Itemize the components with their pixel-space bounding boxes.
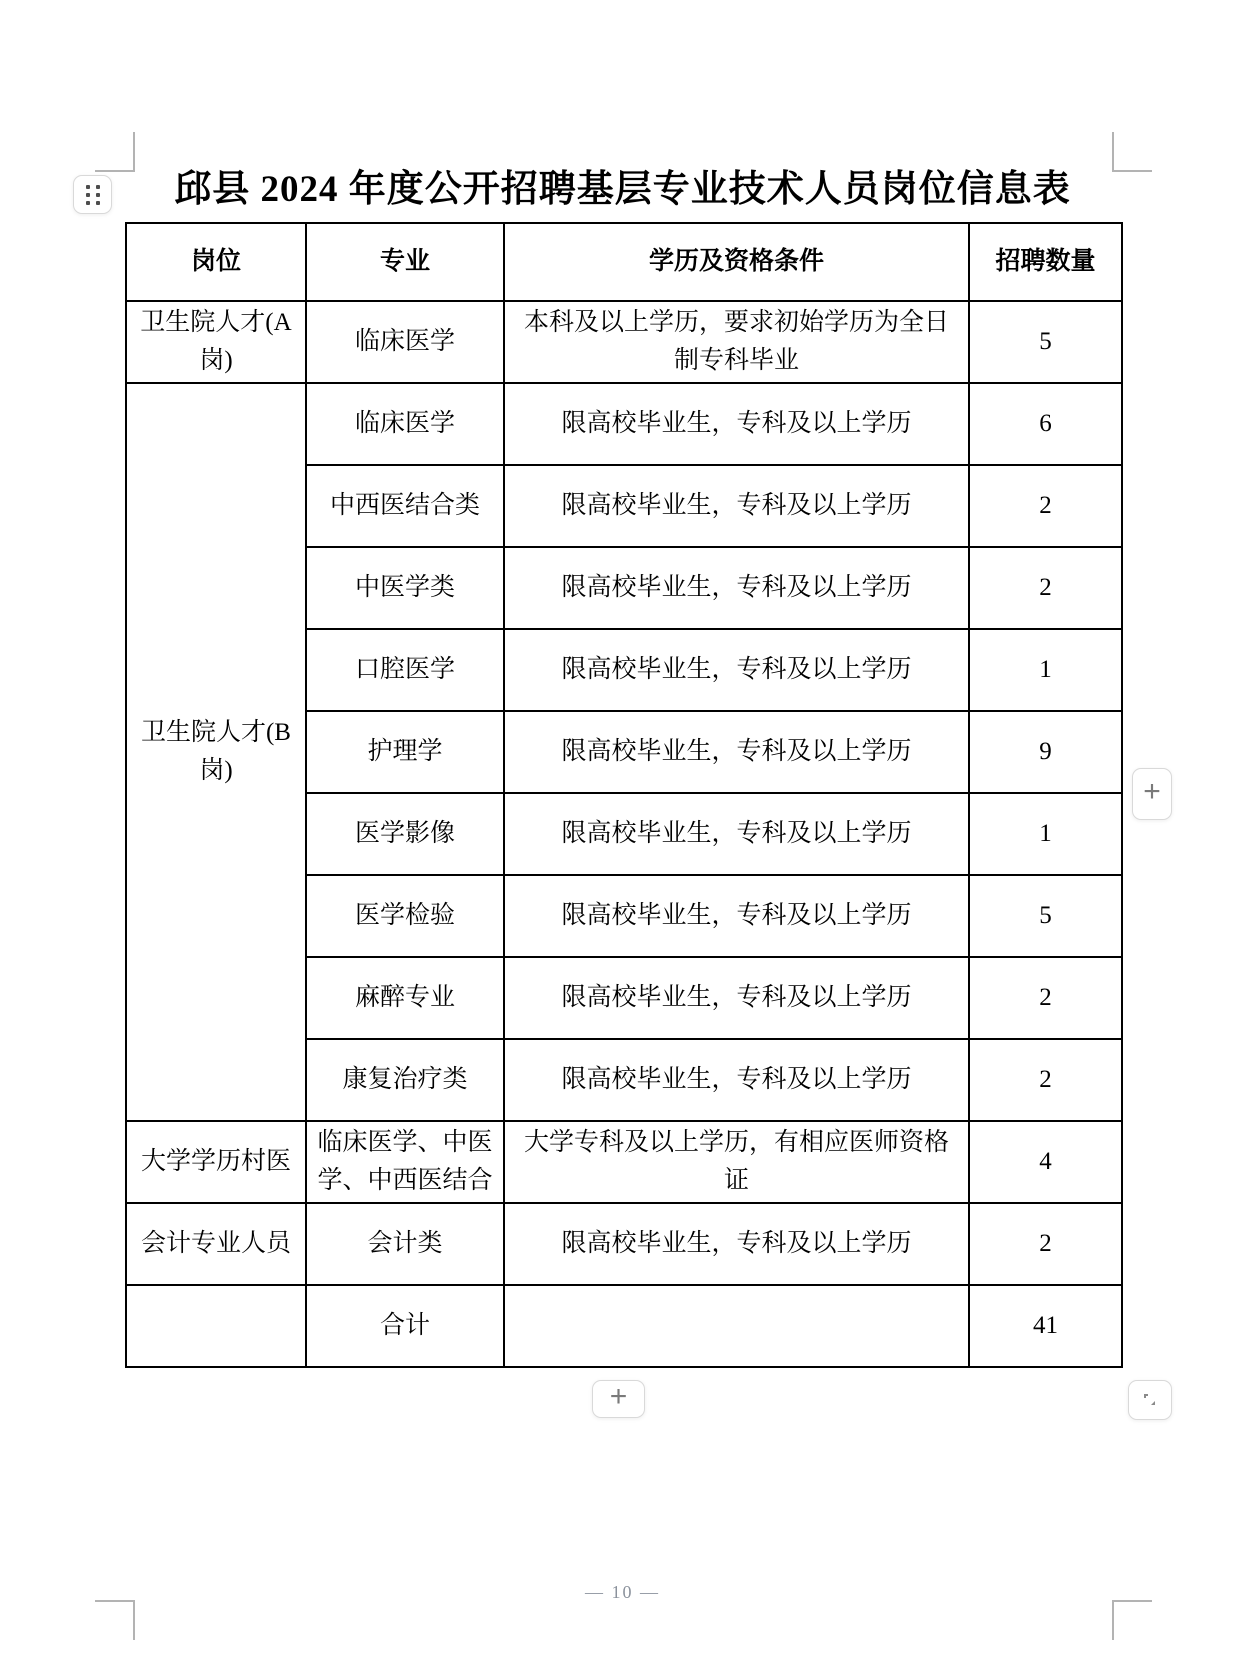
cell-requirement[interactable]: 限高校毕业生，专科及以上学历 <box>504 793 969 875</box>
table-row <box>126 1121 1122 1203</box>
cell-count[interactable]: 4 <box>969 1121 1122 1203</box>
cell-major[interactable]: 康复治疗类 <box>306 1039 504 1121</box>
cell-count[interactable]: 1 <box>969 629 1122 711</box>
cell-major[interactable]: 口腔医学 <box>306 629 504 711</box>
cell-major[interactable]: 医学检验 <box>306 875 504 957</box>
plus-icon: + <box>609 1380 628 1413</box>
recruitment-table <box>125 222 1123 1368</box>
cell-count[interactable]: 6 <box>969 383 1122 465</box>
table-row <box>126 383 1122 465</box>
cell-requirement[interactable] <box>504 1285 969 1367</box>
cell-major[interactable]: 麻醉专业 <box>306 957 504 1039</box>
cell-count[interactable]: 5 <box>969 301 1122 383</box>
cell-count[interactable]: 2 <box>969 957 1122 1039</box>
cell-requirement[interactable]: 限高校毕业生，专科及以上学历 <box>504 711 969 793</box>
header-cell-requirement[interactable]: 学历及资格条件 <box>504 223 969 301</box>
cell-requirement[interactable]: 限高校毕业生，专科及以上学历 <box>504 547 969 629</box>
cell-requirement[interactable]: 限高校毕业生，专科及以上学历 <box>504 1039 969 1121</box>
add-row-button[interactable] <box>592 1380 645 1418</box>
cell-position[interactable]: 卫生院人才(B岗) <box>126 383 306 1121</box>
cell-count[interactable]: 5 <box>969 875 1122 957</box>
cell-count[interactable]: 2 <box>969 1203 1122 1285</box>
cell-major[interactable]: 临床医学、中医学、中西医结合 <box>306 1121 504 1203</box>
page-number: — 10 — <box>585 1582 660 1602</box>
header-row <box>126 223 1122 301</box>
cell-requirement[interactable]: 限高校毕业生，专科及以上学历 <box>504 875 969 957</box>
cell-count[interactable]: 41 <box>969 1285 1122 1367</box>
cell-requirement[interactable]: 本科及以上学历，要求初始学历为全日制专科毕业 <box>504 301 969 383</box>
cell-requirement[interactable]: 大学专科及以上学历，有相应医师资格证 <box>504 1121 969 1203</box>
table-row <box>126 1203 1122 1285</box>
cell-position[interactable] <box>126 1285 306 1367</box>
cell-requirement[interactable]: 限高校毕业生，专科及以上学历 <box>504 629 969 711</box>
header-cell-count[interactable]: 招聘数量 <box>969 223 1122 301</box>
cell-position[interactable]: 卫生院人才(A岗) <box>126 301 306 383</box>
header-cell-position[interactable]: 岗位 <box>126 223 306 301</box>
cell-count[interactable]: 2 <box>969 547 1122 629</box>
add-column-button[interactable] <box>1132 768 1172 820</box>
plus-icon: + <box>1143 775 1161 808</box>
cell-position[interactable]: 会计专业人员 <box>126 1203 306 1285</box>
expand-corners-icon <box>1139 1389 1161 1411</box>
cell-requirement[interactable]: 限高校毕业生，专科及以上学历 <box>504 383 969 465</box>
cell-major[interactable]: 中医学类 <box>306 547 504 629</box>
table-row <box>126 301 1122 383</box>
cell-requirement[interactable]: 限高校毕业生，专科及以上学历 <box>504 465 969 547</box>
cell-major[interactable]: 临床医学 <box>306 301 504 383</box>
cell-requirement[interactable]: 限高校毕业生，专科及以上学历 <box>504 957 969 1039</box>
margin-corner-bottom-left-icon <box>95 1600 135 1640</box>
cell-major[interactable]: 会计类 <box>306 1203 504 1285</box>
expand-table-button[interactable] <box>1128 1380 1172 1420</box>
cell-count[interactable]: 2 <box>969 1039 1122 1121</box>
document-title[interactable]: 邱县 2024 年度公开招聘基层专业技术人员岗位信息表 <box>174 169 1071 210</box>
cell-requirement[interactable]: 限高校毕业生，专科及以上学历 <box>504 1203 969 1285</box>
cell-major[interactable]: 护理学 <box>306 711 504 793</box>
cell-major[interactable]: 中西医结合类 <box>306 465 504 547</box>
cell-count[interactable]: 9 <box>969 711 1122 793</box>
cell-position[interactable]: 大学学历村医 <box>126 1121 306 1203</box>
header-cell-major[interactable]: 专业 <box>306 223 504 301</box>
cell-major[interactable]: 合计 <box>306 1285 504 1367</box>
table-row-total <box>126 1285 1122 1367</box>
cell-major[interactable]: 医学影像 <box>306 793 504 875</box>
margin-corner-bottom-right-icon <box>1112 1600 1152 1640</box>
cell-major[interactable]: 临床医学 <box>306 383 504 465</box>
cell-count[interactable]: 1 <box>969 793 1122 875</box>
cell-count[interactable]: 2 <box>969 465 1122 547</box>
